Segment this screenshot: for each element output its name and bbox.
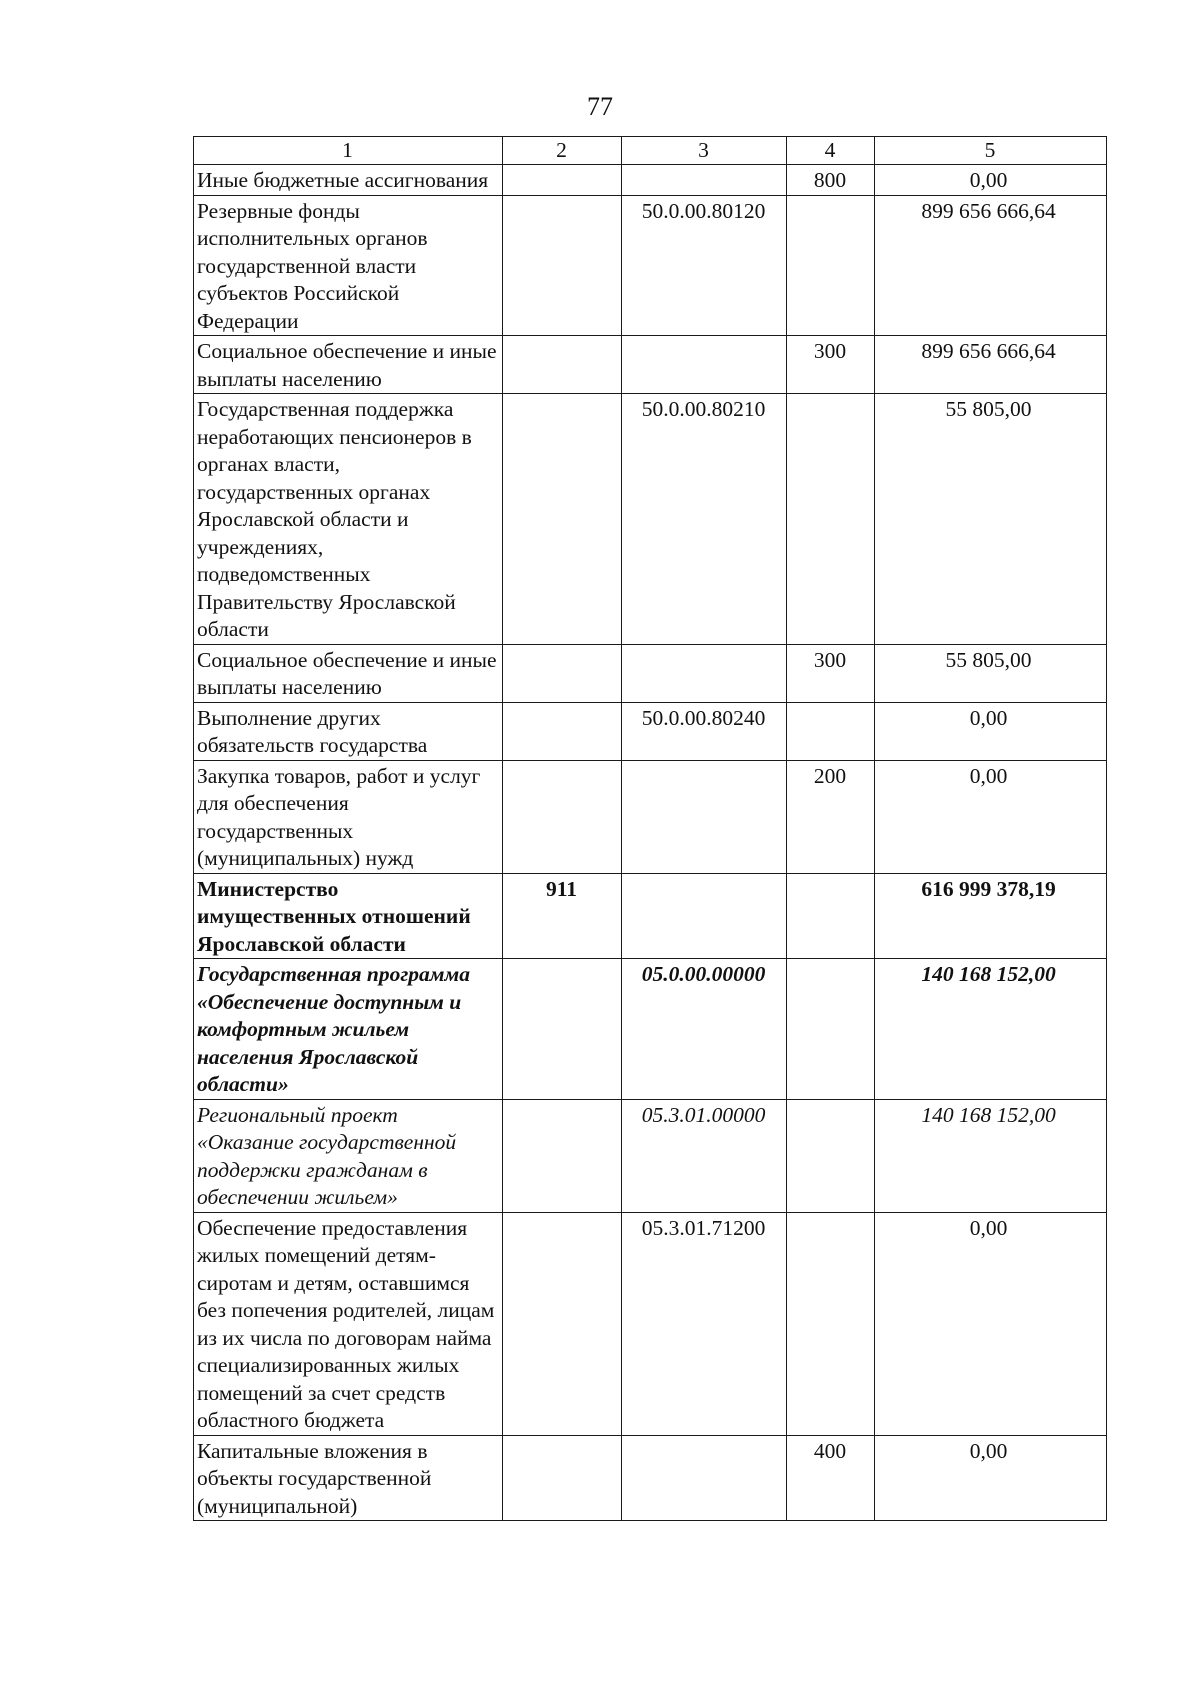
budget-table xyxy=(193,136,1107,1521)
column-number: 4 xyxy=(787,137,875,165)
table-row xyxy=(194,873,1107,959)
row-expense-type-cell: 400 xyxy=(787,1435,875,1521)
row-target-article-cell: 05.3.01.71200 xyxy=(622,1212,787,1435)
row-admin-code-cell xyxy=(503,1212,622,1435)
row-name-cell: Социальное обеспечение и иные выплаты населению xyxy=(194,336,503,394)
row-expense-type-cell xyxy=(787,394,875,645)
row-target-article-cell: 50.0.00.80120 xyxy=(622,195,787,336)
table-row xyxy=(194,760,1107,873)
row-target-article-cell xyxy=(622,1435,787,1521)
row-name-cell: Резервные фонды исполнительных органов государственной власти субъектов Российской Федерации xyxy=(194,195,503,336)
row-amount-cell: 140 168 152,00 xyxy=(875,1099,1107,1212)
row-expense-type-cell: 800 xyxy=(787,165,875,196)
row-name-cell: Обеспечение предоставления жилых помещений детям-сиротам и детям, оставшимся без попечения родителей, лицам из их числа по договорам найма специализированных жилых помещений за счет средств областного бюджета xyxy=(194,1212,503,1435)
row-amount-cell: 0,00 xyxy=(875,760,1107,873)
row-expense-type-cell xyxy=(787,1099,875,1212)
table-row xyxy=(194,165,1107,196)
column-number: 1 xyxy=(194,137,503,165)
row-name-cell: Закупка товаров, работ и услуг для обеспечения государственных (муниципальных) нужд xyxy=(194,760,503,873)
row-target-article-cell: 50.0.00.80210 xyxy=(622,394,787,645)
row-admin-code-cell xyxy=(503,702,622,760)
row-amount-cell: 0,00 xyxy=(875,702,1107,760)
table-row xyxy=(194,195,1107,336)
row-admin-code-cell xyxy=(503,760,622,873)
row-name-cell: Государственная поддержка неработающих пенсионеров в органах власти, государственных органах Ярославской области и учреждениях, подведомственных Правительству Ярославской области xyxy=(194,394,503,645)
row-expense-type-cell: 300 xyxy=(787,336,875,394)
column-number-row xyxy=(194,137,1107,165)
row-name-cell: Министерство имущественных отношений Ярославской области xyxy=(194,873,503,959)
table-row xyxy=(194,959,1107,1100)
row-admin-code-cell: 911 xyxy=(503,873,622,959)
row-amount-cell: 140 168 152,00 xyxy=(875,959,1107,1100)
row-name-cell: Социальное обеспечение и иные выплаты населению xyxy=(194,644,503,702)
column-number: 3 xyxy=(622,137,787,165)
row-amount-cell: 55 805,00 xyxy=(875,394,1107,645)
row-name-cell: Государственная программа «Обеспечение доступным и комфортным жильем населения Ярославской области» xyxy=(194,959,503,1100)
row-target-article-cell xyxy=(622,336,787,394)
row-admin-code-cell xyxy=(503,195,622,336)
row-amount-cell: 55 805,00 xyxy=(875,644,1107,702)
row-admin-code-cell xyxy=(503,394,622,645)
row-name-cell: Выполнение других обязательств государства xyxy=(194,702,503,760)
table-row xyxy=(194,336,1107,394)
table-row xyxy=(194,644,1107,702)
row-target-article-cell xyxy=(622,165,787,196)
row-target-article-cell xyxy=(622,760,787,873)
row-name-cell: Капитальные вложения в объекты государственной (муниципальной) xyxy=(194,1435,503,1521)
row-amount-cell: 0,00 xyxy=(875,1212,1107,1435)
column-number: 5 xyxy=(875,137,1107,165)
page-number: 77 xyxy=(587,92,613,121)
table-row xyxy=(194,702,1107,760)
row-expense-type-cell: 200 xyxy=(787,760,875,873)
table-row xyxy=(194,1212,1107,1435)
row-amount-cell: 0,00 xyxy=(875,1435,1107,1521)
row-amount-cell: 899 656 666,64 xyxy=(875,195,1107,336)
row-target-article-cell xyxy=(622,644,787,702)
row-amount-cell: 0,00 xyxy=(875,165,1107,196)
row-expense-type-cell xyxy=(787,959,875,1100)
column-number: 2 xyxy=(503,137,622,165)
row-admin-code-cell xyxy=(503,959,622,1100)
row-admin-code-cell xyxy=(503,644,622,702)
row-expense-type-cell xyxy=(787,195,875,336)
row-admin-code-cell xyxy=(503,1099,622,1212)
row-expense-type-cell: 300 xyxy=(787,644,875,702)
row-target-article-cell xyxy=(622,873,787,959)
table-row xyxy=(194,394,1107,645)
row-amount-cell: 616 999 378,19 xyxy=(875,873,1107,959)
table-row xyxy=(194,1099,1107,1212)
row-amount-cell: 899 656 666,64 xyxy=(875,336,1107,394)
row-name-cell: Иные бюджетные ассигнования xyxy=(194,165,503,196)
row-expense-type-cell xyxy=(787,873,875,959)
row-expense-type-cell xyxy=(787,702,875,760)
row-target-article-cell: 05.0.00.00000 xyxy=(622,959,787,1100)
row-admin-code-cell xyxy=(503,336,622,394)
row-target-article-cell: 05.3.01.00000 xyxy=(622,1099,787,1212)
row-target-article-cell: 50.0.00.80240 xyxy=(622,702,787,760)
row-admin-code-cell xyxy=(503,1435,622,1521)
row-name-cell: Региональный проект «Оказание государственной поддержки гражданам в обеспечении жильем» xyxy=(194,1099,503,1212)
table-row xyxy=(194,1435,1107,1521)
row-expense-type-cell xyxy=(787,1212,875,1435)
table-body xyxy=(194,137,1107,1521)
row-admin-code-cell xyxy=(503,165,622,196)
